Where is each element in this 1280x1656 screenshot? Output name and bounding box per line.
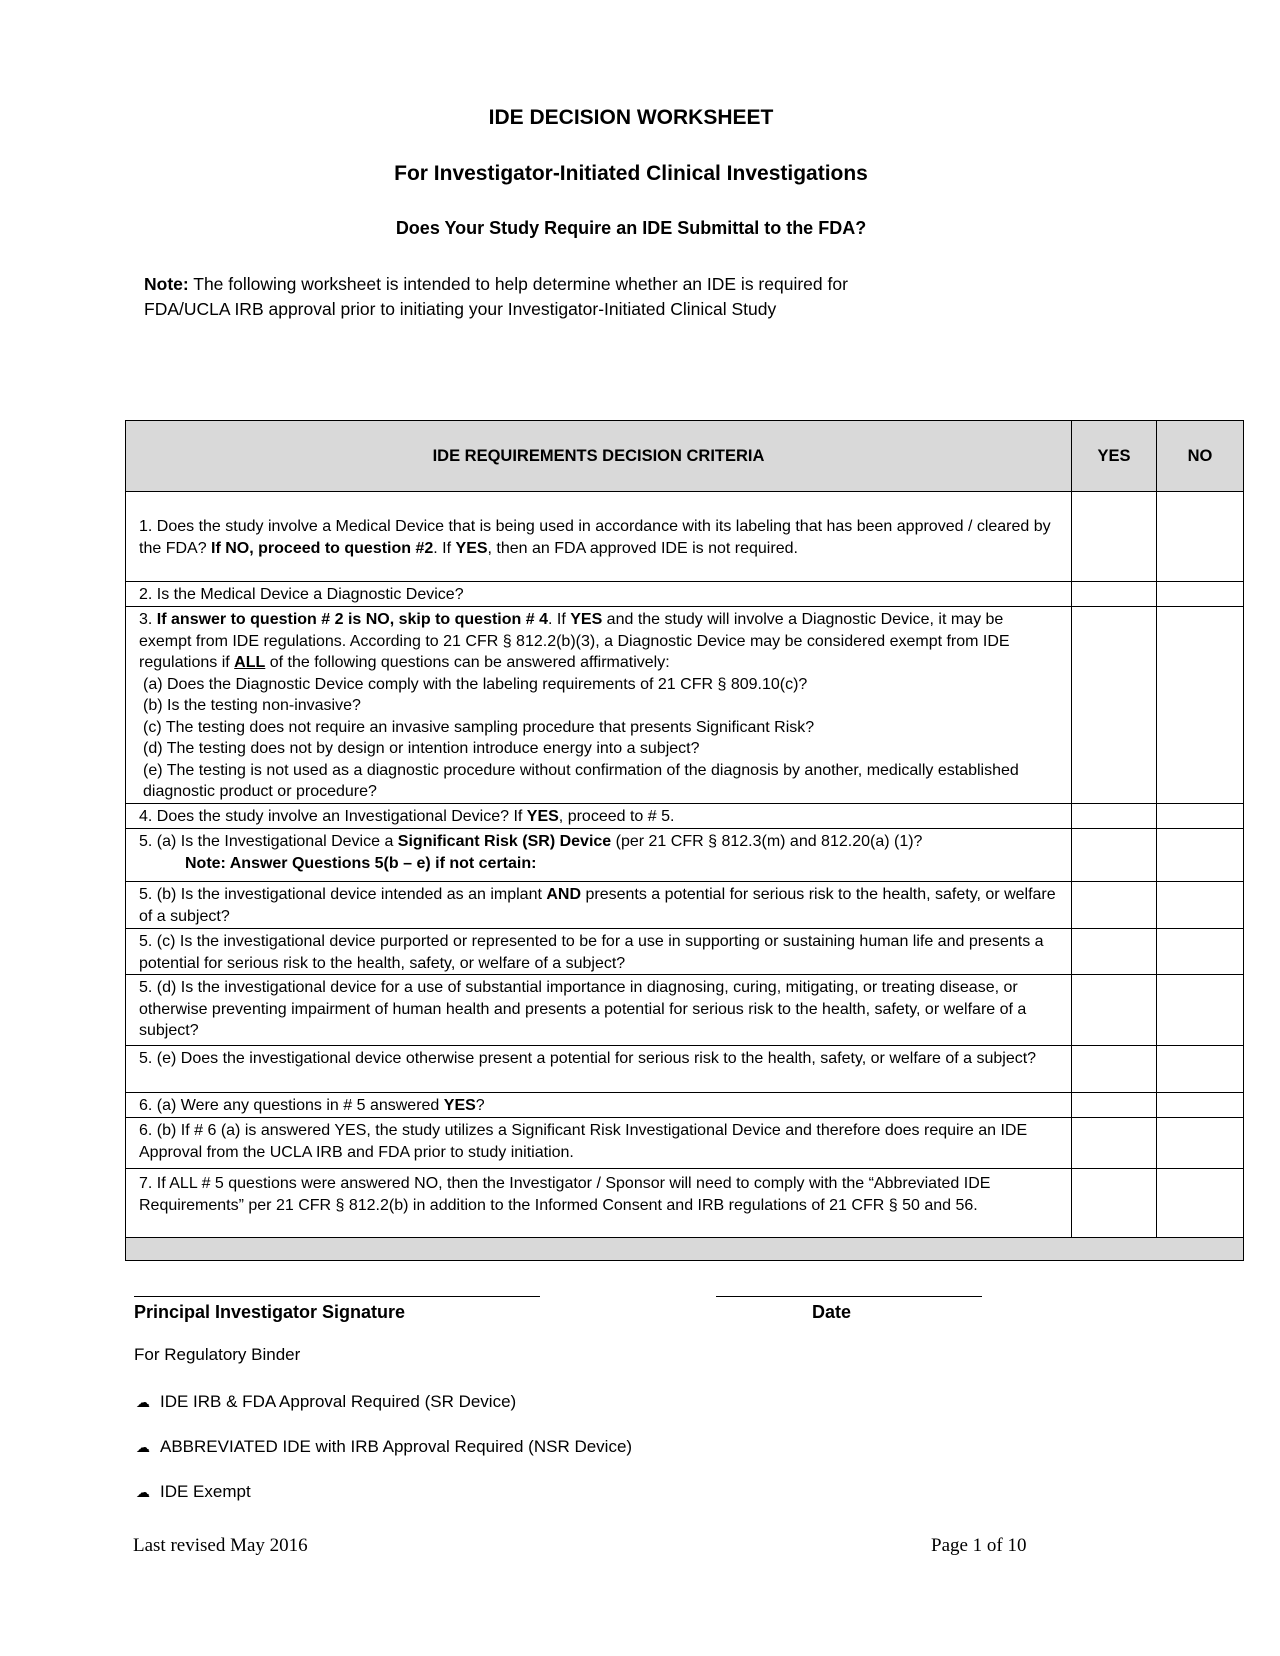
q7-no-box[interactable]	[1157, 1169, 1244, 1238]
pi-signature-label: Principal Investigator Signature	[134, 1302, 406, 1322]
question-5a: 5. (a) Is the Investigational Device a Significant Risk (SR) Device (per 21 CFR § 812.3(m) and 812.20(a) (1)? Note: Answer Questions 5(b – e) if not certain:	[126, 829, 1071, 874]
q6b-yes-box[interactable]	[1072, 1118, 1157, 1169]
q5b-no-box[interactable]	[1157, 882, 1244, 929]
table-header-row	[126, 421, 1244, 492]
question-3a: (a) Does the Diagnostic Device comply with the labeling requirements of 21 CFR § 809.10(c)?	[143, 675, 808, 693]
table-footer-row	[126, 1238, 1244, 1261]
question-6b: 6. (b) If # 6 (a) is answered YES, the study utilizes a Significant Risk Investigational Device and therefore does require an IDE Approval from the UCLA IRB and FDA prior to study initiation.	[139, 1122, 1028, 1161]
note-paragraph	[144, 272, 1044, 322]
binder-option-sr[interactable]: ☁ IDE IRB & FDA Approval Required (SR Device)	[136, 1392, 517, 1411]
table-row	[126, 929, 1244, 975]
table-row	[126, 582, 1244, 607]
q5c-yes-box[interactable]	[1072, 929, 1157, 975]
document-subtitle: For Investigator-Initiated Clinical Investigations	[394, 162, 868, 185]
checkbox-icon: ☁	[136, 1394, 150, 1410]
q6a-yes-box[interactable]	[1072, 1093, 1157, 1118]
question-2: 2. Is the Medical Device a Diagnostic Device?	[139, 586, 464, 603]
question-3b: (b) Is the testing non-invasive?	[143, 697, 361, 714]
binder-option-exempt[interactable]: ☁ IDE Exempt	[136, 1482, 251, 1501]
q5e-yes-box[interactable]	[1072, 1046, 1157, 1093]
question-5b: 5. (b) Is the investigational device intended as an implant AND presents a potential for serious risk to the health, safety, or welfare of a subject?	[139, 886, 1056, 925]
question-4: 4. Does the study involve an Investigational Device? If YES, proceed to # 5.	[139, 808, 675, 825]
table-row	[126, 607, 1244, 804]
question-3c: (c) The testing does not require an invasive sampling procedure that presents Significant Risk?	[143, 718, 815, 736]
question-3: 3. If answer to question # 2 is NO, skip to question # 4. If YES and the study will involve a Diagnostic Device, it may be exempt from IDE regulations. According to 21 CFR § 812.2(b)(3), a Diagnostic Device may be considered exempt from IDE regulations if ALL of the following questions can be answered affirmatively: (a) Does the Diagnostic Device comply with the labeling requirements of 21 CFR § 809.10(c)? (b) Is the testing non-invasive? (c) The testing does not require an invasive sampling procedure that presents Significant Risk? (d) The testing does not by design or intention introduce energy into a subject? (e) The testing is not used as a diagnostic procedure without confirmation of the diagnosis by another, medically established diagnostic product or procedure?	[126, 607, 1071, 803]
question-5a-note: Note: Answer Questions 5(b – e) if not certain:	[185, 854, 537, 872]
question-5e: 5. (e) Does the investigational device otherwise present a potential for serious risk to the health, safety, or welfare of a subject?	[139, 1050, 1037, 1067]
footer-revised: Last revised May 2016	[133, 1535, 308, 1556]
question-7: 7. If ALL # 5 questions were answered NO, then the Investigator / Sponsor will need to comply with the “Abbreviated IDE Requirements” per 21 CFR § 812.2(b) in addition to the Informed Consent and IRB regulations of 21 CFR § 50 and 56.	[139, 1175, 991, 1214]
q5a-yes-box[interactable]	[1072, 829, 1157, 882]
table-row	[126, 829, 1244, 882]
question-3d: (d) The testing does not by design or intention introduce energy into a subject?	[143, 740, 700, 757]
q2-no-box[interactable]	[1157, 582, 1244, 607]
note-label: Note:	[144, 274, 189, 294]
yes-column-header: YES	[1072, 421, 1157, 492]
table-row	[126, 1118, 1244, 1169]
q4-yes-box[interactable]	[1072, 804, 1157, 829]
table-row	[126, 1169, 1244, 1238]
q4-no-box[interactable]	[1157, 804, 1244, 829]
decision-criteria-table	[125, 420, 1244, 1261]
q2-yes-box[interactable]	[1072, 582, 1157, 607]
criteria-column-header: IDE REQUIREMENTS DECISION CRITERIA	[126, 421, 1072, 492]
binder-label: For Regulatory Binder	[134, 1345, 301, 1364]
table-row	[126, 492, 1244, 582]
footer-page-number: Page 1 of 10	[931, 1535, 1027, 1556]
date-label: Date	[812, 1302, 852, 1322]
no-column-header: NO	[1157, 421, 1244, 492]
table-row	[126, 804, 1244, 829]
question-5d: 5. (d) Is the investigational device for a use of substantial importance in diagnosing, curing, mitigating, or treating disease, or otherwise preventing impairment of human health and presents a potential for serious risk to the health, safety, or welfare of a subject?	[139, 979, 1027, 1039]
q5a-no-box[interactable]	[1157, 829, 1244, 882]
table-row	[126, 1046, 1244, 1093]
document-title: IDE DECISION WORKSHEET	[488, 106, 774, 129]
q3-yes-box[interactable]	[1072, 607, 1157, 804]
q1-yes-box[interactable]	[1072, 492, 1157, 582]
q7-yes-box[interactable]	[1072, 1169, 1157, 1238]
question-3e: (e) The testing is not used as a diagnostic procedure without confirmation of the diagnosis by another, medically established diagnostic product or procedure?	[143, 761, 1019, 800]
question-6a: 6. (a) Were any questions in # 5 answered YES?	[139, 1097, 485, 1114]
date-signature-line[interactable]	[716, 1296, 982, 1297]
note-line1: The following worksheet is intended to help determine whether an IDE is required for	[188, 274, 848, 294]
table-row	[126, 882, 1244, 929]
q1-no-box[interactable]	[1157, 492, 1244, 582]
note-line2: FDA/UCLA IRB approval prior to initiating your Investigator-Initiated Clinical Study	[144, 299, 777, 319]
checkbox-icon: ☁	[136, 1439, 150, 1455]
question-5c: 5. (c) Is the investigational device purported or represented to be for a use in supporting or sustaining human life and presents a potential for serious risk to the health, safety, or welfare of a subject?	[139, 933, 1044, 972]
q3-no-box[interactable]	[1157, 607, 1244, 804]
document-question: Does Your Study Require an IDE Submittal to the FDA?	[395, 218, 867, 238]
q6a-no-box[interactable]	[1157, 1093, 1244, 1118]
q5d-yes-box[interactable]	[1072, 975, 1157, 1046]
question-1: 1. Does the study involve a Medical Device that is being used in accordance with its labeling that has been approved / cleared by the FDA? If NO, proceed to question #2. If YES, then an FDA approved IDE is not required.	[139, 518, 1051, 557]
table-row	[126, 1093, 1244, 1118]
q5b-yes-box[interactable]	[1072, 882, 1157, 929]
q5c-no-box[interactable]	[1157, 929, 1244, 975]
binder-option-nsr[interactable]: ☁ ABBREVIATED IDE with IRB Approval Required (NSR Device)	[136, 1437, 633, 1456]
q5d-no-box[interactable]	[1157, 975, 1244, 1046]
q5e-no-box[interactable]	[1157, 1046, 1244, 1093]
pi-signature-line[interactable]	[134, 1296, 540, 1297]
table-row	[126, 975, 1244, 1046]
q6b-no-box[interactable]	[1157, 1118, 1244, 1169]
checkbox-icon: ☁	[136, 1484, 150, 1500]
